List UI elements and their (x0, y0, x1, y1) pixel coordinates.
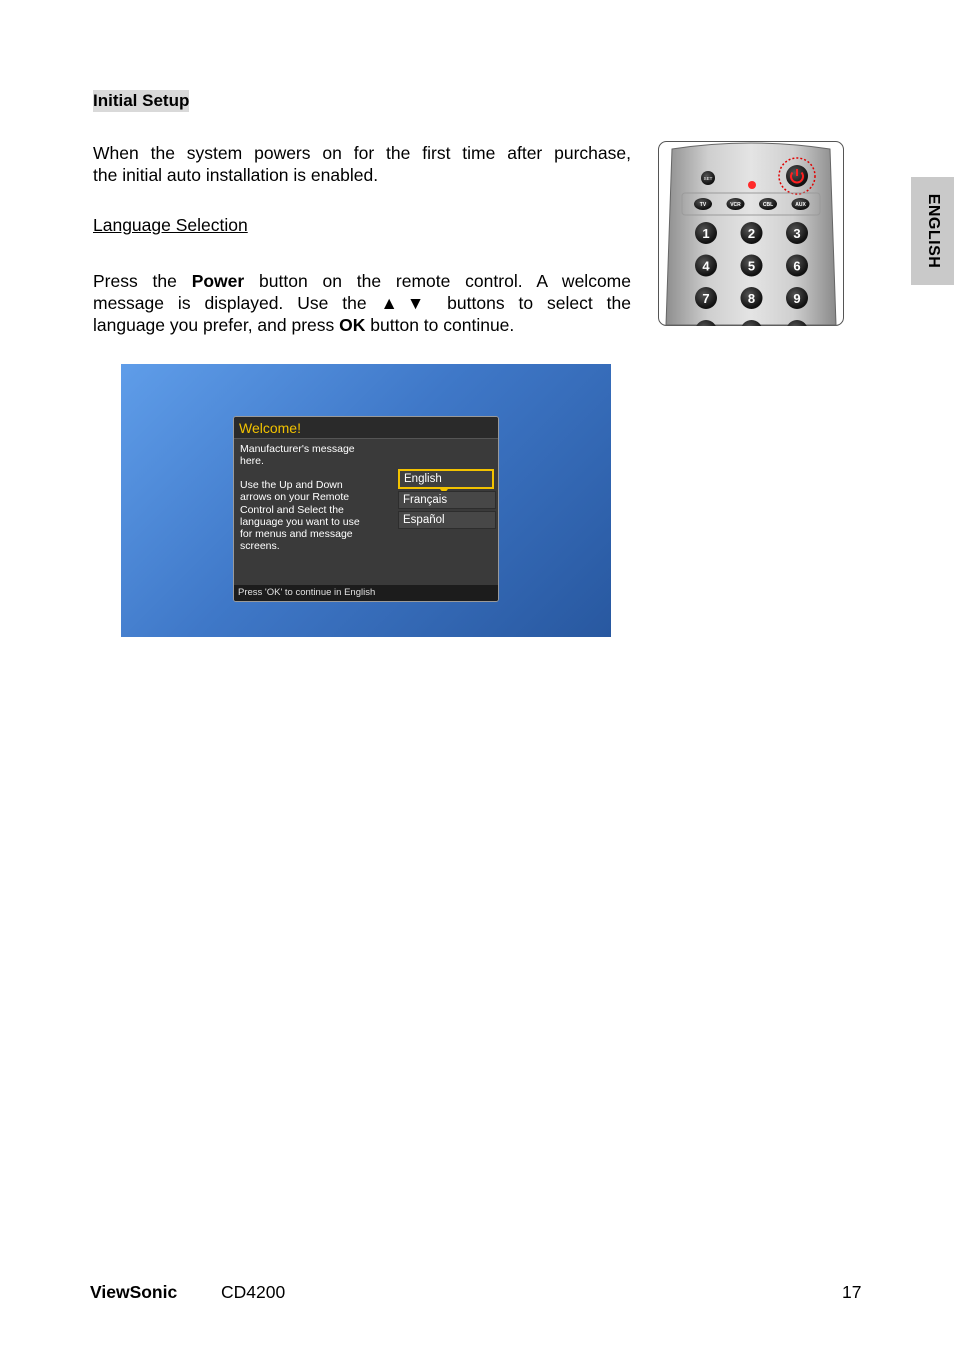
dialog-instruction-line: Use the Up and Down (240, 479, 343, 491)
intro-line-1: When the system powers on for the first time after purchase, (93, 143, 631, 163)
source-button-label: VCR (730, 202, 741, 208)
intro-paragraph (93, 142, 631, 186)
source-button-label: CBL (762, 202, 774, 208)
language-option-espanol[interactable]: Español (398, 511, 496, 529)
number-button-label: 4 (702, 258, 710, 274)
number-button-label: 8 (747, 291, 756, 306)
number-button-label: 6 (793, 258, 801, 274)
dialog-instruction-line: language you want to use (240, 515, 360, 528)
language-option-francais[interactable]: Français (398, 491, 496, 509)
language-option-english[interactable]: English (398, 469, 494, 489)
instruction-text-c: language you prefer, and press (93, 315, 340, 335)
number-button-label: 3 (793, 226, 801, 241)
remote-control-illustration (658, 141, 844, 326)
number-button-label: 7 (702, 291, 710, 306)
dialog-instruction-line: Control and Select the (240, 503, 344, 516)
manufacturer-message (240, 443, 390, 468)
instruction-text-d: button to continue. (365, 315, 515, 335)
dialog-instruction-line: for menus and message (240, 528, 353, 541)
dialog-instructions (240, 479, 390, 553)
language-side-tab (911, 177, 954, 285)
set-label: SET (703, 176, 713, 181)
language-tab-label: ENGLISH (924, 193, 942, 269)
number-button-label: 1 (702, 226, 710, 241)
welcome-dialog (233, 416, 499, 602)
number-button-label: 5 (747, 258, 756, 274)
power-keyword: Power (191, 271, 245, 291)
dialog-footer (234, 585, 498, 601)
footer-brand: ViewSonic (90, 1282, 178, 1302)
welcome-screen-capture (121, 364, 611, 637)
footer-model: CD4200 (221, 1282, 286, 1302)
number-button-label: 9 (793, 291, 801, 306)
dialog-instruction-line: arrows on your Remote (240, 491, 350, 504)
number-button-label: 2 (747, 226, 756, 241)
instruction-text-b: button on the remote control. A welcome (244, 271, 631, 291)
instruction-line-2: message is displayed. Use the ▲▼ buttons to select the (93, 293, 631, 313)
ok-keyword: OK (339, 315, 366, 335)
page-number: 17 (842, 1282, 862, 1302)
source-button-label: TV (699, 202, 707, 208)
instruction-text-a: Press the (93, 271, 192, 291)
instruction-line-3 (93, 314, 631, 336)
led-indicator-icon (748, 181, 756, 189)
instruction-paragraph (93, 270, 631, 336)
section-heading: Initial Setup (93, 91, 190, 110)
manufacturer-message-line-2: here. (240, 455, 264, 468)
language-selection-subheading: Language Selection (93, 215, 248, 235)
dialog-footer-text: Press 'OK' to continue in English (238, 587, 376, 598)
dialog-title: Welcome! (239, 420, 301, 436)
intro-line-2: the initial auto installation is enabled. (93, 165, 379, 185)
dialog-instruction-line: screens. (240, 540, 280, 553)
source-button-label: AUX (795, 202, 806, 208)
dialog-title-bar (234, 417, 498, 439)
instruction-line-1 (93, 270, 631, 292)
manufacturer-message-line-1: Manufacturer's message (240, 443, 355, 455)
